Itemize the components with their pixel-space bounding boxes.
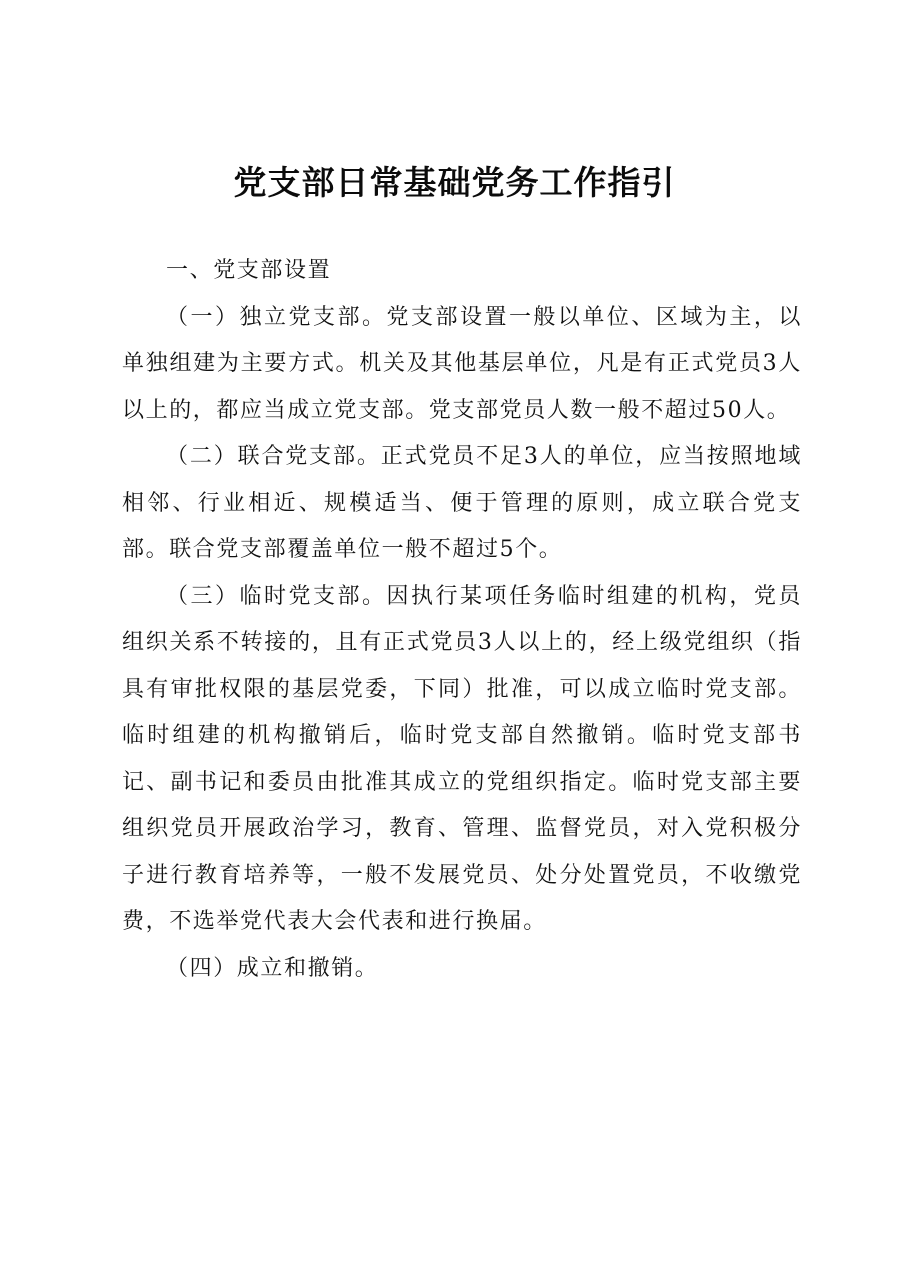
paragraph-temporary-branch: （三）临时党支部。因执行某项任务临时组建的机构，党员组织关系不转接的，且有正式党员3人以上的，经上级党组织（指具有审批权限的基层党委，下同）批准，可以成立临时党支部。临时组建的机构撤销后，临时党支部自然撤销。临时党支部书记、副书记和委员由批准其成立的党组织指定。临时党支部主要组织党员开展政治学习，教育、管理、监督党员，对入党积极分子进行教育培养等，一般不发展党员、处分处置党员，不收缴党费，不选举党代表大会代表和进行换届。 bbox=[122, 583, 802, 934]
paragraph-independent-branch: （一）独立党支部。党支部设置一般以单位、区域为主，以单独组建为主要方式。机关及其他基层单位，凡是有正式党员3人以上的，都应当成立党支部。党支部党员人数一般不超过50人。 bbox=[122, 304, 802, 423]
document-body bbox=[122, 248, 802, 992]
document-title: 党支部日常基础党务工作指引 bbox=[233, 163, 676, 202]
paragraph-joint-branch: （二）联合党支部。正式党员不足3人的单位，应当按照地域相邻、行业相近、规模适当、便于管理的原则，成立联合党支部。联合党支部覆盖单位一般不超过5个。 bbox=[122, 444, 802, 562]
section-heading: 一、党支部设置 bbox=[166, 258, 332, 283]
paragraph-establish-and-dissolve: （四）成立和撤销。 bbox=[166, 955, 379, 981]
